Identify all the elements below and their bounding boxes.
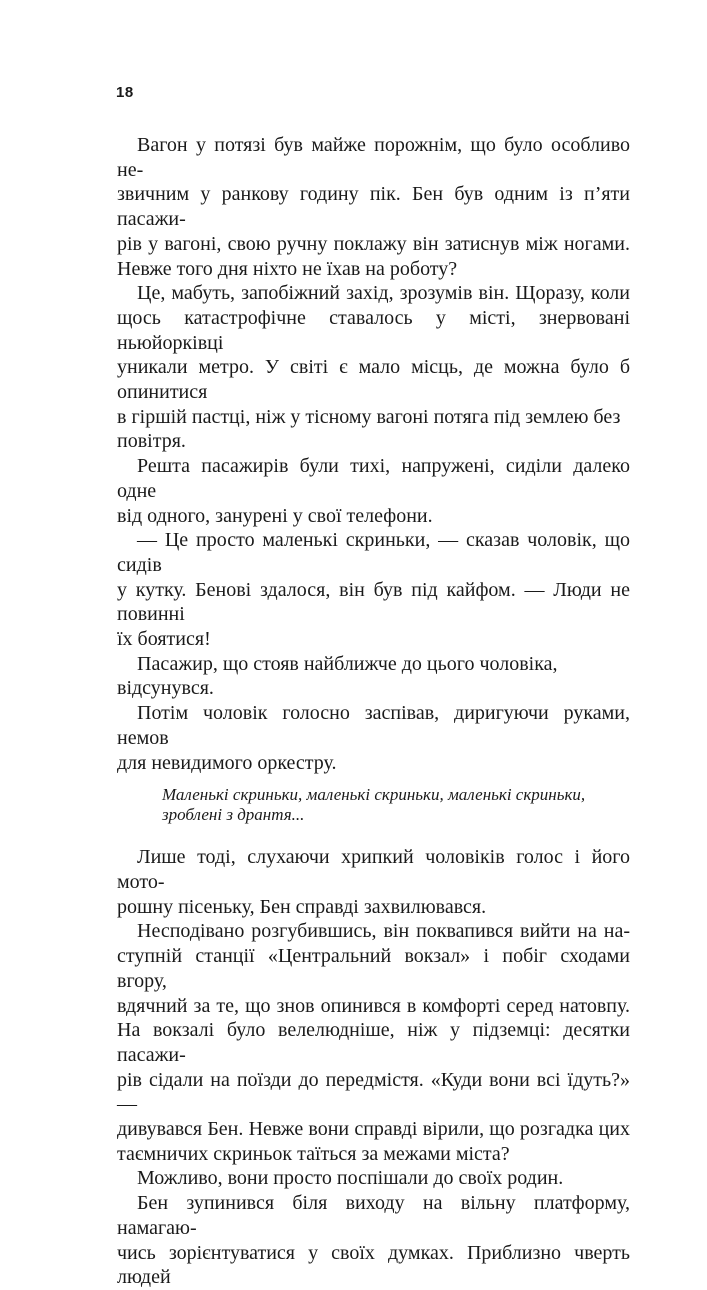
- text-line: Пасажир, що стояв найближче до цього чоловіка, відсунувся.: [117, 652, 558, 700]
- paragraph: [117, 454, 630, 528]
- text-line: таємничих скриньок таїться за межами міста?: [117, 1142, 510, 1165]
- text-line: у кутку. Бенові здалося, він був під кайфом. — Люди не повинні: [117, 578, 630, 626]
- text-line: Бен зупинився біля виходу на вільну платформу, намагаю-: [117, 1192, 630, 1239]
- paragraph: [117, 1166, 630, 1191]
- paragraph: [117, 845, 630, 919]
- text-line: чись зорієнтуватися у своїх думках. Приблизно чверть людей: [117, 1241, 630, 1289]
- text-line: Несподівано розгубившись, він поквапився вийти на на-: [137, 920, 630, 943]
- text-line: Решта пасажирів були тихі, напружені, сиділи далеко одне: [117, 455, 630, 502]
- text-line: від одного, занурені у свої телефони.: [117, 504, 433, 527]
- paragraph: [117, 281, 630, 454]
- text-line: На вокзалі було велелюдніше, ніж у підземці: десятки пасажи-: [117, 1019, 630, 1066]
- text-line: Потім чоловік голосно заспівав, диригуючи руками, немов: [117, 702, 630, 749]
- song-quote: [162, 785, 630, 825]
- paragraph: [117, 919, 630, 1166]
- text-line: — Це просто маленькі скриньки, — сказав чоловік, що сидів: [117, 529, 630, 576]
- text-line: Можливо, вони просто поспішали до своїх родин.: [137, 1167, 564, 1190]
- text-line: ступній станції «Центральний вокзал» і побіг сходами вгору,: [117, 945, 630, 992]
- text-line: рів сідали на поїзди до передмістя. «Куди вони всі їдуть?» —: [117, 1068, 630, 1116]
- text-line: Вагон у потязі був майже порожнім, що було особливо не-: [117, 134, 630, 181]
- text-line: Це, мабуть, запобіжний захід, зрозумів він. Щоразу, коли: [137, 282, 630, 305]
- paragraph: [117, 528, 630, 652]
- text-line: Лише тоді, слухаючи хрипкий чоловіків голос і його мото-: [117, 846, 630, 893]
- text-line: дивувався Бен. Невже вони справді вірили, що розгадка цих: [117, 1118, 630, 1141]
- paragraph: [117, 133, 630, 281]
- text-line: вдячний за те, що знов опинився в комфорті серед натовпу.: [117, 994, 630, 1017]
- text-line: рошну пісеньку, Бен справді захвилювався.: [117, 895, 487, 918]
- text-line: Маленькі скриньки, маленькі скриньки, маленькі скриньки,: [162, 785, 586, 805]
- text-line: Невже того дня ніхто не їхав на роботу?: [117, 257, 458, 280]
- text-line: уникали метро. У світі є мало місць, де можна було б опинитися: [117, 356, 630, 404]
- paragraph: [117, 652, 630, 701]
- paragraph: [117, 1191, 630, 1290]
- text-line: для невидимого оркестру.: [117, 751, 337, 774]
- text-line: в гіршій пастці, ніж у тісному вагоні потяга під землею без повітря.: [117, 405, 621, 453]
- text-block: [117, 133, 630, 1290]
- text-line: зроблені з дрантя...: [162, 805, 305, 825]
- text-line: звичним у ранкову годину пік. Бен був одним із п’яти пасажи-: [117, 183, 630, 231]
- page-number: 18: [116, 84, 134, 101]
- text-line: щось катастрофічне ставалось у місті, знервовані ньюйорківці: [117, 306, 630, 354]
- paragraph: [117, 701, 630, 775]
- text-line: їх боятися!: [117, 628, 211, 651]
- text-line: рів у вагоні, свою ручну поклажу він затиснув між ногами.: [117, 232, 630, 255]
